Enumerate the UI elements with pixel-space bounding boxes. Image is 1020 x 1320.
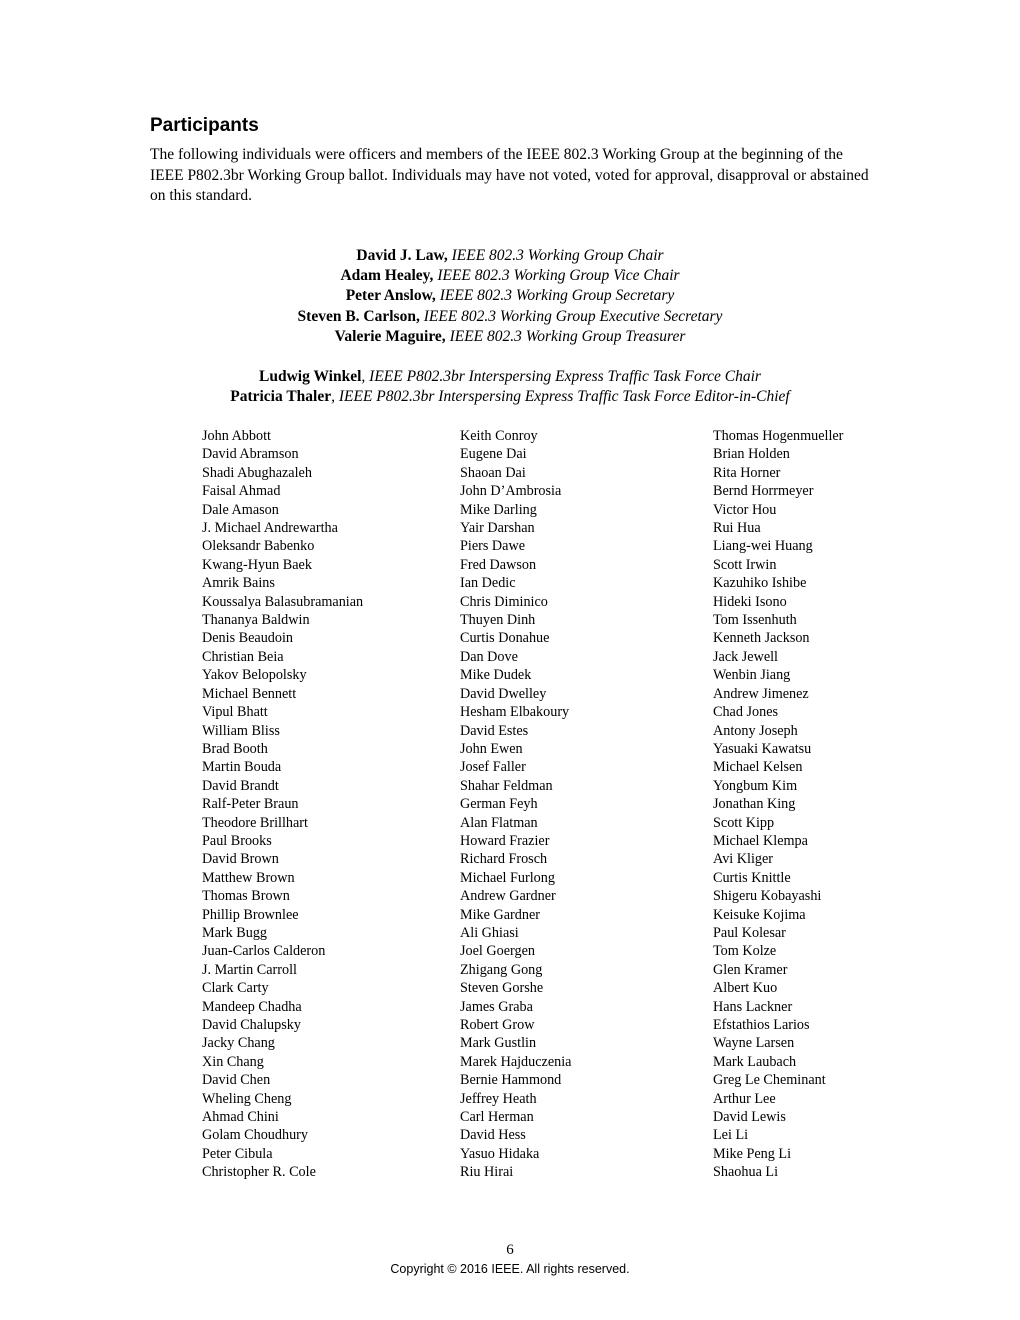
member-name: Keisuke Kojima (713, 906, 806, 923)
member-name: John Ewen (460, 740, 523, 757)
member-name: David Brandt (202, 777, 279, 794)
member-name: Phillip Brownlee (202, 906, 299, 923)
member-name: Yongbum Kim (713, 777, 798, 794)
member-name: David Abramson (202, 446, 299, 463)
member-name: Greg Le Cheminant (713, 1072, 826, 1089)
member-name: Thuyen Dinh (460, 612, 536, 629)
member-name: Shaoan Dai (460, 464, 526, 481)
member-name: Ian Dedic (460, 575, 516, 592)
member-name: Tom Issenhuth (713, 612, 797, 629)
member-name: Scott Kipp (713, 814, 775, 831)
member-name: J. Martin Carroll (202, 961, 297, 978)
member-name: Thomas Brown (202, 888, 290, 905)
officer-name: Ludwig Winkel (259, 368, 362, 385)
member-name: Bernie Hammond (460, 1072, 562, 1089)
member-name: Mike Peng Li (713, 1145, 792, 1162)
member-name: Xin Chang (202, 1053, 264, 1070)
officer-entry (0, 327, 1020, 347)
member-name: Marek Hajduczenia (460, 1053, 572, 1070)
officer-role: IEEE 802.3 Working Group Secretary (435, 287, 675, 305)
member-name: David Chalupsky (202, 1017, 301, 1033)
member-name: Jonathan King (713, 796, 796, 813)
member-name: Lei Li (713, 1127, 749, 1144)
member-name: David Brown (202, 851, 279, 868)
member-name: Theodore Brillhart (202, 814, 308, 831)
member-name: Christopher R. Cole (202, 1164, 316, 1181)
officer-role: IEEE 802.3 Working Group Vice Chair (433, 267, 680, 285)
officer-name: Peter Anslow, (345, 287, 436, 305)
officer-role: IEEE 802.3 Working Group Treasurer (445, 327, 686, 345)
officer-name: David J. Law, (356, 247, 448, 264)
member-name: Paul Kolesar (713, 924, 786, 941)
member-name: Fred Dawson (460, 556, 537, 573)
member-name: Koussalya Balasubramanian (202, 593, 364, 610)
member-name: Mike Darling (460, 501, 537, 518)
member-name: Curtis Donahue (460, 630, 550, 647)
member-name: Paul Brooks (202, 832, 272, 849)
member-name: Bernd Horrmeyer (713, 483, 814, 500)
member-name: Shahar Feldman (460, 777, 553, 794)
member-name: Albert Kuo (713, 980, 778, 997)
member-name: German Feyh (460, 796, 538, 813)
member-name: Keith Conroy (460, 428, 538, 444)
officer-entry (0, 266, 1020, 286)
member-name: Riu Hirai (460, 1164, 514, 1181)
member-name: David Estes (460, 722, 529, 739)
member-name: Rita Horner (713, 464, 781, 481)
officer-role: , IEEE P802.3br Interspersing Express Traffic Task Force Chair (361, 368, 761, 385)
member-name: Mandeep Chadha (202, 998, 302, 1015)
member-name: John D’Ambrosia (460, 483, 562, 500)
member-name: Yasuaki Kawatsu (713, 740, 812, 757)
member-name: Thananya Baldwin (202, 612, 310, 629)
member-name: Andrew Gardner (460, 888, 556, 905)
member-name: David Dwelley (460, 685, 547, 702)
member-name: Richard Frosch (460, 851, 548, 868)
member-name: Kwang-Hyun Baek (202, 556, 312, 573)
officer-entry (0, 286, 1020, 306)
member-name: Chad Jones (713, 704, 779, 721)
member-name: William Bliss (202, 722, 280, 739)
member-name: Mike Gardner (460, 906, 540, 923)
member-name: Yasuo Hidaka (460, 1145, 540, 1162)
member-name: Victor Hou (713, 501, 777, 518)
member-name: Hans Lackner (713, 998, 793, 1015)
member-name: J. Michael Andrewartha (202, 520, 338, 537)
member-name: Shaohua Li (713, 1164, 779, 1181)
member-name: Yakov Belopolsky (202, 667, 307, 684)
member-name: Joel Goergen (460, 943, 535, 960)
members-column-1 (202, 427, 363, 1182)
member-name: Piers Dawe (460, 538, 526, 555)
member-name: Dale Amason (202, 501, 279, 518)
member-name: Dan Dove (460, 648, 518, 665)
member-name: Juan-Carlos Calderon (202, 943, 326, 960)
task-force-officers (0, 367, 1020, 407)
member-name: Eugene Dai (460, 446, 527, 463)
member-name: Martin Bouda (202, 759, 282, 776)
member-name: Kazuhiko Ishibe (713, 575, 807, 592)
working-group-officers (0, 246, 1020, 347)
member-name: Ahmad Chini (202, 1109, 279, 1126)
members-column-3 (713, 427, 843, 1182)
officer-entry (0, 307, 1020, 327)
member-name: Andrew Jimenez (713, 685, 809, 702)
member-name: Brian Holden (713, 446, 790, 463)
member-name: Jacky Chang (202, 1035, 275, 1052)
member-name: Mark Gustlin (460, 1035, 537, 1052)
members-column-2 (460, 427, 571, 1182)
member-name: Michael Klempa (713, 832, 808, 849)
member-name: Scott Irwin (713, 556, 777, 573)
member-name: Glen Kramer (713, 961, 788, 978)
officer-name: Steven B. Carlson, (297, 307, 420, 325)
member-name: Mark Laubach (713, 1053, 797, 1070)
member-name: Michael Furlong (460, 869, 555, 886)
member-name: Shigeru Kobayashi (713, 888, 822, 905)
member-name: Mark Bugg (202, 924, 268, 941)
member-name: Efstathios Larios (713, 1017, 810, 1033)
member-name: Amrik Bains (202, 575, 275, 592)
member-name: Michael Kelsen (713, 759, 803, 776)
member-name: Chris Diminico (460, 593, 548, 610)
member-name: Rui Hua (713, 520, 761, 537)
member-name: Wenbin Jiang (713, 667, 791, 684)
member-name: Peter Cibula (202, 1145, 273, 1162)
copyright-notice: Copyright © 2016 IEEE. All rights reserved. (390, 1262, 630, 1276)
officer-name: Adam Healey, (340, 267, 434, 285)
member-name: Curtis Knittle (713, 869, 791, 886)
member-name: Oleksandr Babenko (202, 538, 315, 555)
member-name: Christian Beia (202, 648, 284, 665)
member-name: David Chen (202, 1072, 271, 1089)
member-name: Faisal Ahmad (202, 483, 281, 500)
officer-entry (0, 367, 1020, 387)
member-name: Clark Carty (202, 980, 269, 997)
member-name: Brad Booth (202, 740, 268, 757)
member-name: Ralf-Peter Braun (202, 796, 299, 813)
member-name: Mike Dudek (460, 667, 532, 684)
officer-role: IEEE 802.3 Working Group Chair (447, 247, 664, 264)
officer-role: , IEEE P802.3br Interspersing Express Traffic Task Force Editor-in-Chief (331, 388, 790, 406)
member-name: Jeffrey Heath (460, 1090, 537, 1107)
member-name: Thomas Hogenmueller (713, 428, 844, 444)
member-name: Matthew Brown (202, 869, 295, 886)
member-name: Golam Choudhury (202, 1127, 309, 1144)
member-name: Alan Flatman (460, 814, 538, 831)
member-name: Kenneth Jackson (713, 630, 810, 647)
member-name: Antony Joseph (713, 722, 798, 739)
officer-role: IEEE 802.3 Working Group Executive Secretary (419, 307, 723, 325)
member-name: Robert Grow (460, 1017, 535, 1033)
officer-name: Patricia Thaler (230, 388, 332, 406)
member-name: John Abbott (202, 428, 271, 444)
member-name: James Graba (460, 998, 533, 1015)
member-name: Hideki Isono (713, 593, 787, 610)
member-name: Liang-wei Huang (713, 538, 813, 555)
member-name: Zhigang Gong (460, 961, 543, 978)
member-name: Arthur Lee (713, 1090, 776, 1107)
member-name: Hesham Elbakoury (460, 704, 570, 721)
member-name: Josef Faller (460, 759, 526, 776)
page-number: 6 (506, 1242, 514, 1258)
intro-paragraph: The following individuals were officers and members of the IEEE 802.3 Working Group at the beginning of the IEEE P802.3br Working Group ballot. Individuals may have not voted, voted for approval, disapproval or abstained on this standard. (150, 146, 869, 204)
member-name: Michael Bennett (202, 685, 297, 702)
member-name: Denis Beaudoin (202, 630, 294, 647)
member-name: Vipul Bhatt (202, 704, 268, 721)
member-name: Tom Kolze (713, 943, 777, 960)
member-name: Yair Darshan (460, 520, 535, 537)
member-name: Carl Herman (460, 1109, 534, 1126)
section-heading: Participants (150, 115, 259, 136)
member-name: Avi Kliger (713, 851, 774, 868)
member-name: Steven Gorshe (460, 980, 544, 997)
member-name: Wheling Cheng (202, 1090, 292, 1107)
officer-entry (0, 246, 1020, 266)
officer-name: Valerie Maguire, (334, 327, 446, 345)
member-name: David Hess (460, 1127, 526, 1144)
member-name: Jack Jewell (713, 648, 779, 665)
officer-entry (0, 387, 1020, 407)
member-name: Wayne Larsen (713, 1035, 795, 1052)
member-name: David Lewis (713, 1109, 786, 1126)
member-name: Howard Frazier (460, 832, 550, 849)
member-name: Ali Ghiasi (460, 924, 519, 941)
member-name: Shadi Abughazaleh (202, 464, 312, 481)
